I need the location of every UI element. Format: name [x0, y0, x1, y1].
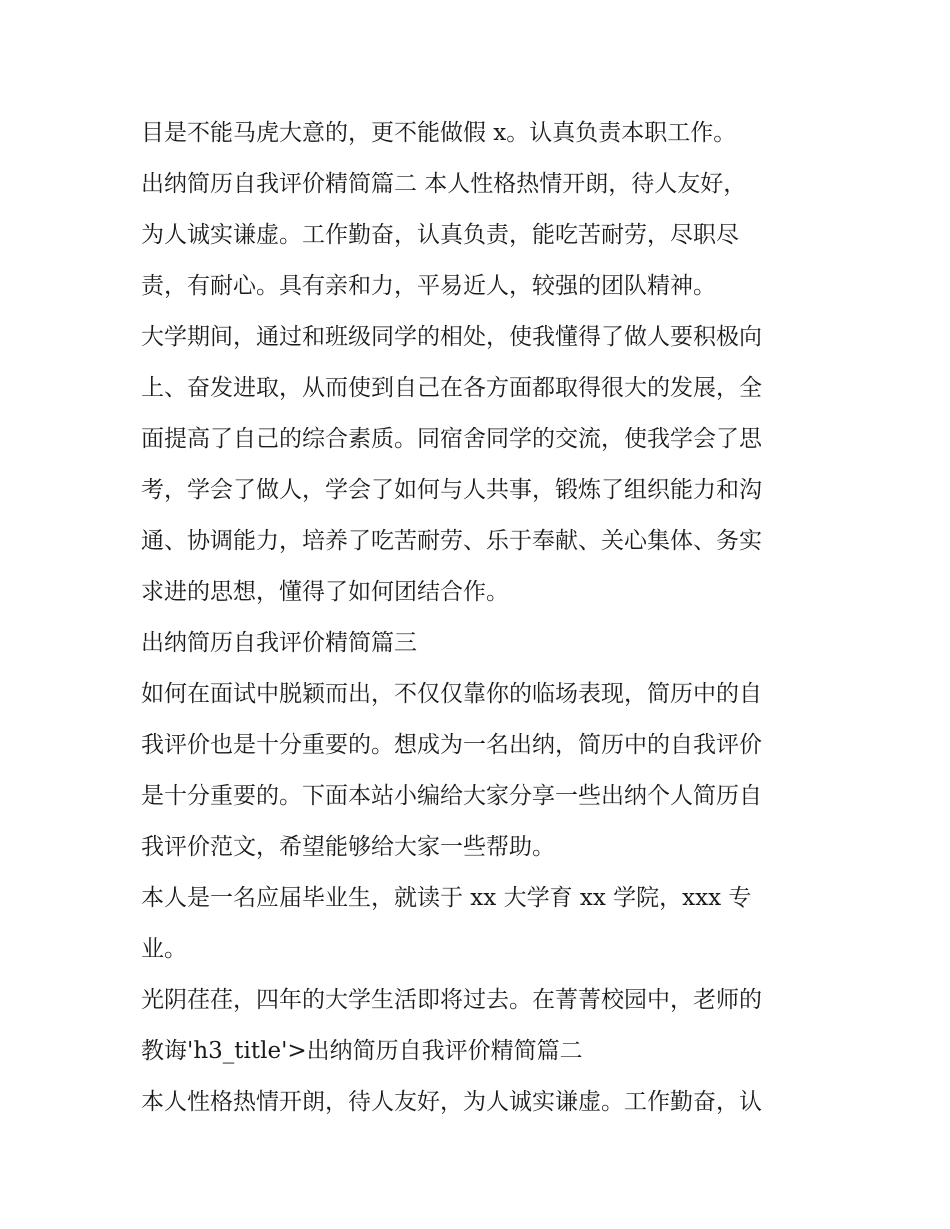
text-line: 本人是一名应届毕业生，就读于 xx 大学育 xx 学院，xxx 专 [141, 885, 752, 911]
text-line: 为人诚实谦虚。工作勤奋，认真负责，能吃苦耐劳，尽职尽 [141, 222, 739, 248]
text-line: 我评价也是十分重要的。想成为一名出纳，简历中的自我评价 [141, 732, 762, 758]
text-line: 责，有耐心。具有亲和力，平易近人，较强的团队精神。 [141, 273, 716, 299]
text-line: 目是不能马虎大意的，更不能做假 x。认真负责本职工作。 [141, 120, 737, 146]
text-line: 大学期间，通过和班级同学的相处，使我懂得了做人要积极向 [141, 324, 762, 350]
document-body [141, 108, 816, 1128]
text-line: 面提高了自己的综合素质。同宿舍同学的交流，使我学会了思 [141, 426, 762, 452]
text-line: 教诲'h3_title'>出纳简历自我评价精简篇二 [141, 1038, 583, 1064]
text-line: 通、协调能力，培养了吃苦耐劳、乐于奉献、关心集体、务实 [141, 528, 762, 554]
paragraph-3 [141, 312, 816, 618]
text-line: 业。 [141, 936, 187, 962]
text-line: 是十分重要的。下面本站小编给大家分享一些出纳个人简历自 [141, 783, 762, 809]
text-line: 本人性格热情开朗，待人友好，为人诚实谦虚。工作勤奋，认 [141, 1089, 762, 1115]
paragraph-8 [141, 1077, 816, 1128]
text-line: 出纳简历自我评价精简篇三 [141, 630, 417, 656]
text-line: 求进的思想，懂得了如何团结合作。 [141, 579, 509, 605]
paragraph-2 [141, 159, 816, 312]
paragraph-6 [141, 873, 816, 975]
text-line: 如何在面试中脱颖而出，不仅仅靠你的临场表现，简历中的自 [141, 681, 762, 707]
section-heading [141, 618, 816, 669]
text-line: 我评价范文，希望能够给大家一些帮助。 [141, 834, 555, 860]
paragraph-5 [141, 669, 816, 873]
text-line: 出纳简历自我评价精简篇二 本人性格热情开朗，待人友好， [141, 171, 747, 197]
text-line: 考，学会了做人，学会了如何与人共事，锻炼了组织能力和沟 [141, 477, 762, 503]
paragraph-7 [141, 975, 816, 1077]
text-line: 光阴荏荏，四年的大学生活即将过去。在菁菁校园中，老师的 [141, 987, 762, 1013]
paragraph-1 [141, 108, 816, 159]
text-line: 上、奋发进取，从而使到自己在各方面都取得很大的发展，全 [141, 375, 762, 401]
